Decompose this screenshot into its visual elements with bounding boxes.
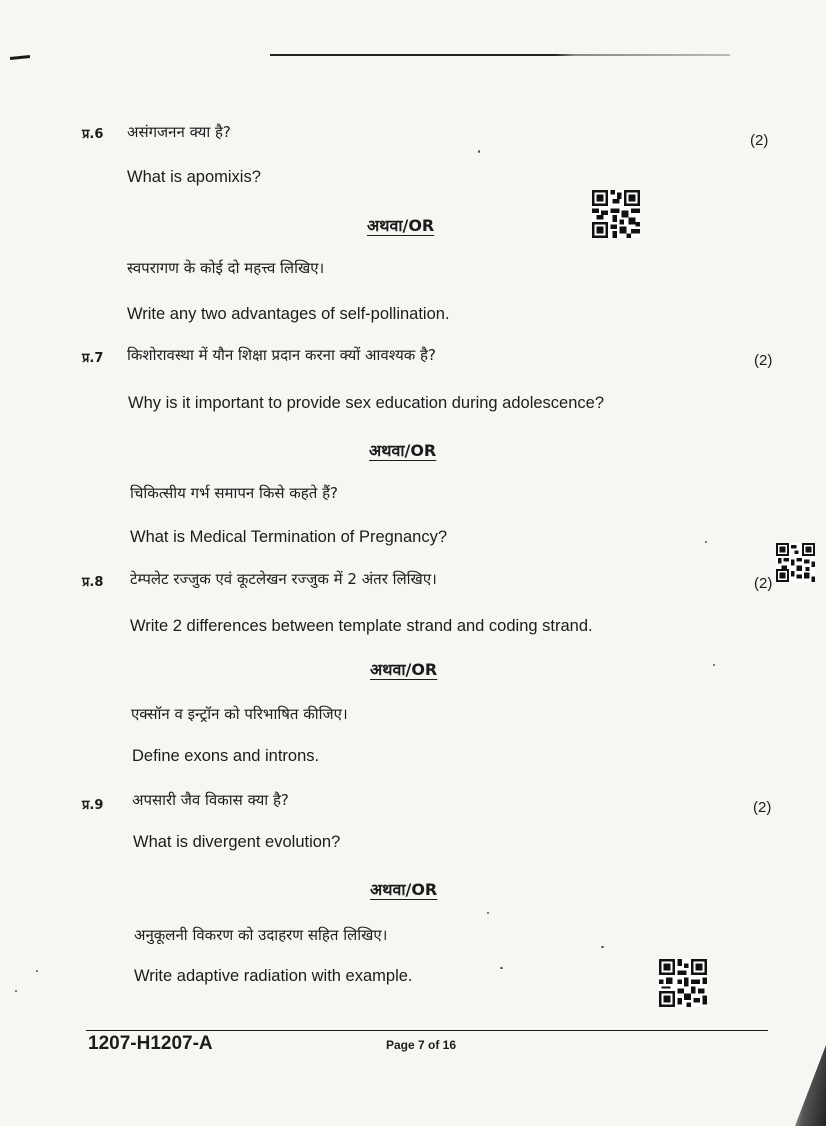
q6-or-label: अथवा/OR <box>367 216 435 235</box>
scan-speck <box>601 946 604 948</box>
scan-speck <box>15 990 17 992</box>
scan-speck <box>487 912 489 914</box>
scan-speck <box>478 150 480 153</box>
q7-hindi: किशोरावस्था में यौन शिक्षा प्रदान करना क्यों आवश्यक है? <box>127 346 436 364</box>
q7-or-label: अथवा/OR <box>369 441 437 460</box>
paper-code: 1207-H1207-A <box>88 1033 213 1054</box>
q8-marks: (2) <box>754 575 773 592</box>
q9-hindi: अपसारी जैव विकास क्या है? <box>132 791 289 809</box>
q6-english: What is apomixis? <box>127 168 261 186</box>
qr-code-icon <box>776 543 815 582</box>
q8-english: Write 2 differences between template strand and coding strand. <box>130 617 593 635</box>
q8-alt-hindi: एक्सॉन व इन्ट्रॉन को परिभाषित कीजिए। <box>131 705 348 723</box>
q7-alt-hindi: चिकित्सीय गर्भ समापन किसे कहते हैं? <box>130 484 339 502</box>
q7-alt-english: What is Medical Termination of Pregnancy? <box>130 528 448 546</box>
scan-speck <box>500 967 503 969</box>
q6-number: प्र.6 <box>82 127 104 142</box>
q9-marks: (2) <box>753 799 772 816</box>
scan-speck <box>713 664 715 666</box>
scan-speck <box>36 970 38 972</box>
page-number: Page 7 of 16 <box>386 1038 457 1052</box>
q6-alt-hindi: स्वपरागण के कोई दो महत्त्व लिखिए। <box>127 259 325 277</box>
qr-code-icon <box>592 190 640 238</box>
q8-hindi: टेम्पलेट रज्जुक एवं कूटलेखन रज्जुक में 2 अंतर लिखिए। <box>130 570 437 588</box>
q8-number: प्र.8 <box>82 575 104 590</box>
header-rule <box>270 54 730 56</box>
q9-alt-english: Write adaptive radiation with example. <box>134 967 413 985</box>
q9-alt-hindi: अनुकूलनी विकरण को उदाहरण सहित लिखिए। <box>134 926 388 944</box>
q9-number: प्र.9 <box>82 798 104 813</box>
footer-rule <box>86 1030 768 1031</box>
q9-or-label: अथवा/OR <box>370 880 438 899</box>
q8-alt-english: Define exons and introns. <box>132 747 320 765</box>
q6-hindi: असंगजनन क्या है? <box>127 123 231 141</box>
q7-english: Why is it important to provide sex education during adolescence? <box>128 394 605 412</box>
top-left-mark <box>10 55 30 60</box>
qr-code-icon <box>659 959 707 1007</box>
q9-english: What is divergent evolution? <box>133 833 341 851</box>
q6-marks: (2) <box>750 132 769 149</box>
binding-shadow <box>795 1045 826 1126</box>
q6-alt-english: Write any two advantages of self-pollination. <box>127 305 450 323</box>
scan-speck <box>705 541 707 543</box>
q7-marks: (2) <box>754 352 773 369</box>
q8-or-label: अथवा/OR <box>370 660 438 679</box>
q7-number: प्र.7 <box>82 351 104 366</box>
